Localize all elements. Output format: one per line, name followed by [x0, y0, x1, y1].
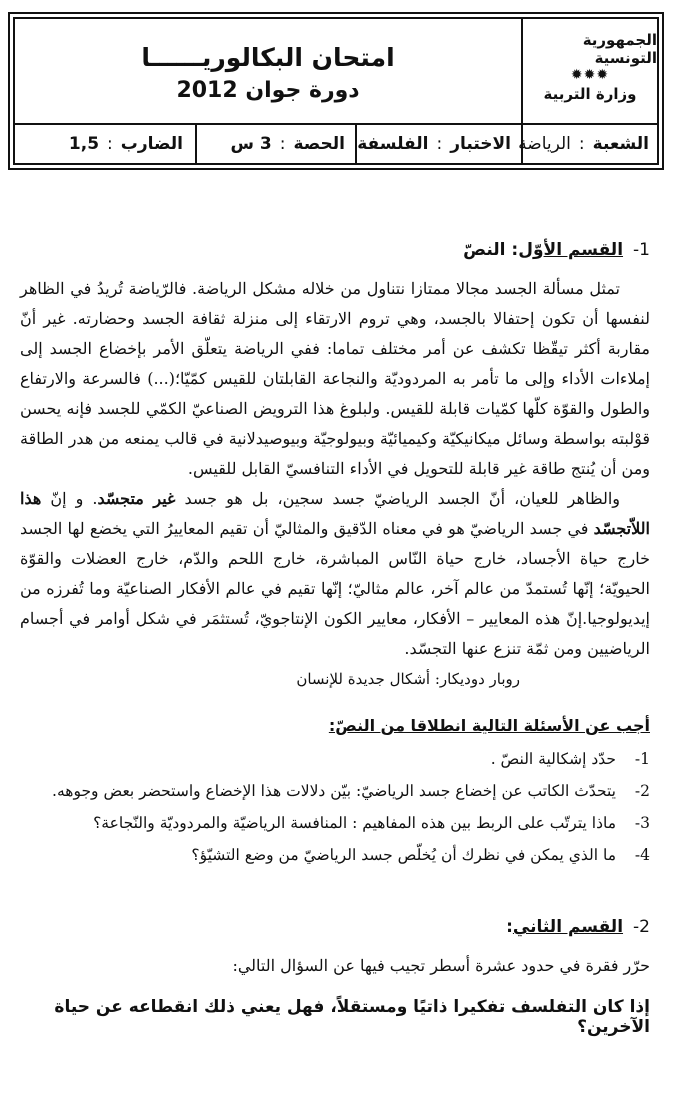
text-paragraph-2: والظاهر للعيان، أنّ الجسد الرياضيّ جسد سجين، بل هو جسد غير متجسّد. و إنّ هذا اللاّتجسّد في جسد الرياضيّ هو في معناه الدّقيق والمثاليّ أن تقيم المعاييرُ التي يخضع لها الجسد خارج حياة الأجساد، خارج حياة النّاس المباشرة، خارج اللحم والدّم، خارج العضلات والقوّة الحيويّة؛ إنّها تُستمدّ من عالم آخر، عالم مثاليّ؛ إنّها تقيم في عالم الأفكار الصناعيّة وما تُفرزه من إيديولوجيا.إنّ هذه المعايير – الأفكار، معايير الكون الإنتاجويّ، تُستثمَر في شكل أوامر في أجسام الرياضيين ومن ثمّة تنزع عنها التجسّد.: [20, 489, 650, 658]
header-top-row: [15, 19, 657, 127]
coefficient-value: 1,5: [68, 134, 100, 154]
subject-label: الاختبار: [450, 134, 511, 154]
part2-title: القسم الثاني: [512, 917, 624, 937]
time-label: الحصة: [293, 134, 345, 154]
part1-title: القسم الأوّل: [518, 240, 624, 260]
essay-question: إذا كان التفلسف تفكيرا ذاتيًا ومستقلاً، فهل يعني ذلك انقطاعه عن حياة الآخرين؟: [54, 997, 650, 1037]
text-source: روبار دوديكار: أشكال جديدة للإنسان: [296, 670, 520, 688]
exam-content: [20, 240, 650, 1037]
part1-heading: 1-القسم الأوّل: النصّ: [463, 240, 650, 260]
stars-ornament: ✹✹✹: [570, 67, 610, 83]
part2-number: 2-: [633, 917, 650, 937]
branch-label: الشعبة: [592, 134, 649, 154]
emphasis-disembodied: غير متجسّد: [97, 489, 176, 508]
emphasis-disembodiment: هذا اللاّتجسّد: [20, 489, 650, 538]
exam-session: دورة جوان 2012: [176, 78, 360, 103]
subject-value: الفلسفة: [357, 134, 429, 154]
branch-cell: الشعبة : الرياضة: [521, 125, 657, 163]
coefficient-cell: الضارب : 1,5: [68, 134, 183, 154]
subject-cell: الاختبار : الفلسفة: [355, 125, 521, 163]
header-info-row: [15, 123, 657, 163]
part1-subtitle: النصّ: [463, 240, 506, 260]
part2-task: حرّر فقرة في حدود عشرة أسطر تجيب فيها عن السؤال التالي:: [232, 956, 650, 975]
republic-name: الجمهورية التونسية: [582, 31, 657, 67]
questions-list: [20, 743, 650, 871]
ministry-name: وزارة التربية: [543, 85, 637, 103]
exam-header: [8, 12, 664, 170]
part1-number: 1-: [633, 240, 650, 260]
ministry-block: [521, 19, 657, 127]
part2-heading: 2-القسم الثاني:: [506, 917, 650, 937]
exam-header-inner: [13, 17, 659, 165]
question-item: 4-ما الذي يمكن في نظرك أن يُخلّص جسد الرياضيّ من وضع التشيّؤ؟: [191, 846, 650, 864]
branch-value: الرياضة: [518, 134, 571, 154]
time-value: 3 س: [230, 134, 272, 154]
time-cell: الحصة : 3 س: [195, 125, 355, 163]
exam-title-block: [15, 19, 521, 127]
exam-title: امتحان البكالوريــــــا: [141, 43, 395, 72]
question-item: 3-ماذا يترتّب على الربط بين هذه المفاهيم : المنافسة الرياضيّة والمردوديّة والنّجاعة؟: [93, 814, 650, 832]
question-item: 2-يتحدّث الكاتب عن إخضاع جسد الرياضيّ: بيّن دلالات هذا الإخضاع واستحضر بعض وجوهه.: [52, 782, 650, 800]
questions-heading: أجب عن الأسئلة التالية انطلاقا من النصّ:: [328, 716, 650, 735]
question-item: 1-حدّد إشكالية النصّ .: [490, 750, 650, 768]
coefficient-label: الضارب: [120, 134, 183, 154]
text-paragraph-1: تمثل مسألة الجسد مجالا ممتازا نتناول من خلاله مشكل الرياضة. فالرّياضة تُريدُ في الظاهر لنفسها أن تكون إحتفالا بالجسد، وهي تروم الارتقاء إلى منزلة ثقافة الجسد وحضارته. غير أنّ مقاربة أكثر تيقّظا تكشف عن أمر مختلف تماما: ففي الرياضة يتعلّق الأمر بإخضاع الجسد إلى إملاءات الأداء وإلى ما تأمر به المردوديّة والنجاعة القابلتان للقيس كمّيّا؛(...) فالسرعة والارتفاع والطول والقوّة كلّها كمّيات قابلة للقيس. ولبلوغ هذا الترويض الصناعيّ الكمّي للجسد فإنه يحسن قوْلبته بواسطة وسائل ميكانيكيّة وكيميائيّة وبيولوجيّة وبيوصيدلانية في قالب يمنعه من هدر الطاقة ومن أن يُنتج طاقة غير قابلة للتحويل في الأداء التنافسيّ القابل للقيس.: [20, 279, 650, 478]
